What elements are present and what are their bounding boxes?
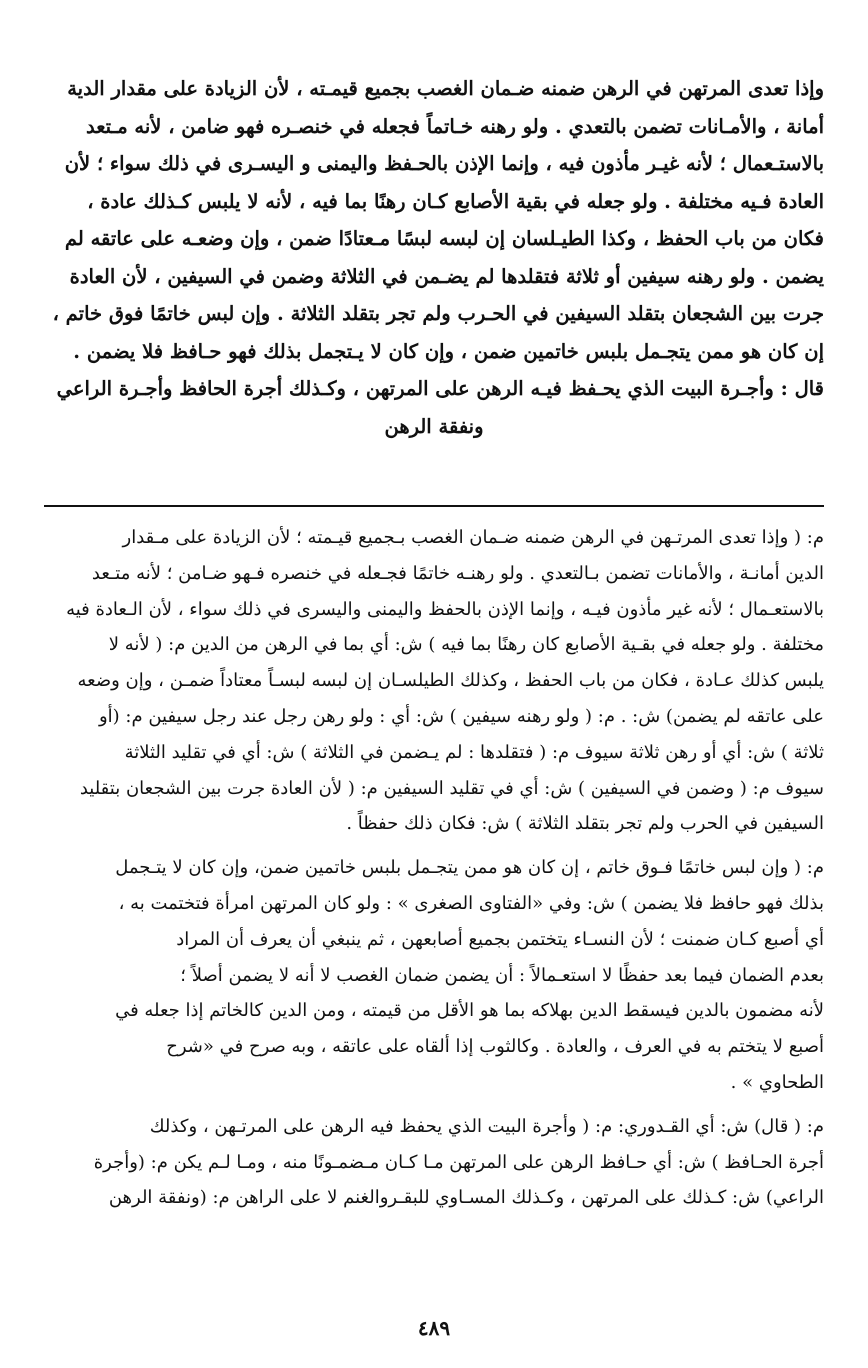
matn-text [44, 70, 824, 445]
sharh-paragraph [44, 1109, 824, 1216]
matn-line: بالاستـعمال ؛ لأنه غيـر مأذون فيه ، وإنما الإذن بالحـفظ واليمنى و اليسـرى في ذلك سواء ؛ لأن [64, 152, 824, 175]
matn-line: إن كان هو ممن يتجـمل بلبس خاتمين ضمن ، وإن كان لا يـتجمل بذلك فهو حـافظ فلا يضمن . [73, 339, 824, 363]
section-divider [44, 505, 824, 507]
sharh-line: أصبع لا يتختم به في العرف ، والعادة . وكالثوب إذا ألقاه على عاتقه ، وبه صرح في «شرح [166, 1036, 824, 1058]
sharh-line: بعدم الضمان فيما بعد حفظًا لا استعـمالاً : أن يضمن ضمان الغصب لا أنه لا يضمن أصلاً ؛ [180, 964, 824, 986]
sharh-line: يلبس كذلك عـادة ، فكان من باب الحفظ ، وكذلك الطيلسـان إن لبسه لبسـاً معتاداً ضمـن ، وإن وضعه [77, 670, 824, 692]
sharh-line: م: ( وإن لبس خاتمًا فـوق خاتم ، إن كان هو ممن يتجـمل بلبس خاتمين ضمن، وإن كان لا يتـجمل [115, 857, 824, 879]
matn-line: وإذا تعدى المرتهن في الرهن ضمنه ضـمان الغصب بجميع قيمـته ، لأن الزيادة على مقدار الدية [67, 77, 824, 100]
sharh-line: ثلاثة ) ش: أي أو رهن ثلاثة سيوف م: ( فتقلدها : لم يـضمن في الثلاثة ) ش: أي في تقليد الثلاثة [124, 741, 824, 763]
matn-line: جرت بين الشجعان بتقلد السيفين في الحـرب ولم تجر بتقلد الثلاثة . وإن لبس خاتمًا فوق خاتم ، [52, 302, 824, 325]
sharh-line: الراعي) ش: كـذلك على المرتهن ، وكـذلك المسـاوي للبقـروالغنم لا على الراهن م: (ونفقة الرهن [108, 1187, 824, 1209]
sharh-line: سيوف م: ( وضمن في السيفين ) ش: أي في تقليد السيفين م: ( لأن العادة جرت بين الشجعان بتقليد [79, 777, 824, 799]
matn-line: ونفقة الرهن [384, 414, 484, 438]
matn-line: العادة فـيه مختلفة . ولو جعله في بقية الأصابع كـان رهنًا بما فيه ، لأنه لا يلبس كـذلك عادة ، [87, 189, 824, 213]
matn-line: أمانة ، والأمـانات تضمن بالتعدي . ولو رهنه خـاتماً فجعله في خنصـره فهو ضامن ، لأنه مـتعد [85, 114, 824, 138]
sharh-line: الطحاوي » . [730, 1071, 824, 1093]
sharh-line: بذلك فهو حافظ فلا يضمن ) ش: وفي «الفتاوى الصغرى » : ولو كان المرتهن امرأة فتختمت به ، [118, 892, 824, 914]
sharh-line: لأنه مضمون بالدين فيسقط الدين بهلاكه بما هو الأقل من قيمته ، ومن الدين كالخاتم إذا جعله في [115, 1000, 824, 1022]
sharh-line: الدين أمانـة ، والأمانات تضمن بـالتعدي . ولو رهنـه خاتمًا فجـعله في خنصره فـهو ضـامن ؛ لأنه متـعد [91, 562, 824, 584]
sharh-line: على عاتقه لم يضمن) ش: . م: ( ولو رهنه سيفين ) ش: أي : ولو رهن رجل عند رجل سيفين م: (أو [98, 705, 824, 727]
sharh-line: م: ( قال) ش: أي القـدوري: م: ( وأجرة البيت الذي يحفظ فيه الرهن على المرتـهن ، وكذلك [149, 1115, 824, 1137]
sharh-paragraph [44, 850, 824, 1101]
sharh-section [44, 520, 824, 1224]
sharh-line: م: ( وإذا تعدى المرتـهن في الرهن ضمنه ضـمان الغصب بـجميع قيـمته ؛ لأن الزيادة على مـقدار [122, 527, 824, 548]
matn-line: قال : وأجـرة البيت الذي يحـفظ فيـه الرهن على المرتهن ، وكـذلك أجرة الحافظ وأجـرة الراعي [56, 377, 824, 400]
sharh-line: مختلفة . ولو جعله في بقـية الأصابع كان رهنًا بما فيه ) ش: أي بما في الرهن من الدين م: ( لأنه لا [108, 634, 824, 656]
matn-section [44, 70, 824, 445]
sharh-paragraph [44, 520, 824, 842]
sharh-line: أي أصبع كـان ضمنت ؛ لأن النسـاء يتختمن بجميع أصابعهن ، ثم ينبغي أن يعرف أن المراد [176, 928, 824, 950]
matn-line: فكان من باب الحفظ ، وكذا الطيـلسان إن لبسه لبسًا مـعتادًا ضمن ، وإن وضعـه على عاتقه لم [64, 227, 824, 250]
page-number: ٤٨٩ [417, 1316, 451, 1340]
sharh-line: أجرة الحـافظ ) ش: أي حـافظ الرهن على المرتهن مـا كـان مـضمـونًا منه ، ومـا لـم يكن م: (وأجرة [93, 1151, 824, 1173]
matn-line: يضمن . ولو رهنه سيفين أو ثلاثة فتقلدها لم يضـمن في الثلاثة وضمن في السيفين ، لأن العادة [69, 264, 824, 288]
sharh-line: السيفين في الحرب ولم تجر بتقلد الثلاثة ) ش: فكان ذلك حفظاً . [346, 813, 824, 835]
sharh-line: بالاستعـمال ؛ لأنه غير مأذون فيـه ، وإنما الإذن بالحفظ واليمنى واليسرى في ذلك سواء ، لأن الـعادة فيه [66, 598, 824, 620]
